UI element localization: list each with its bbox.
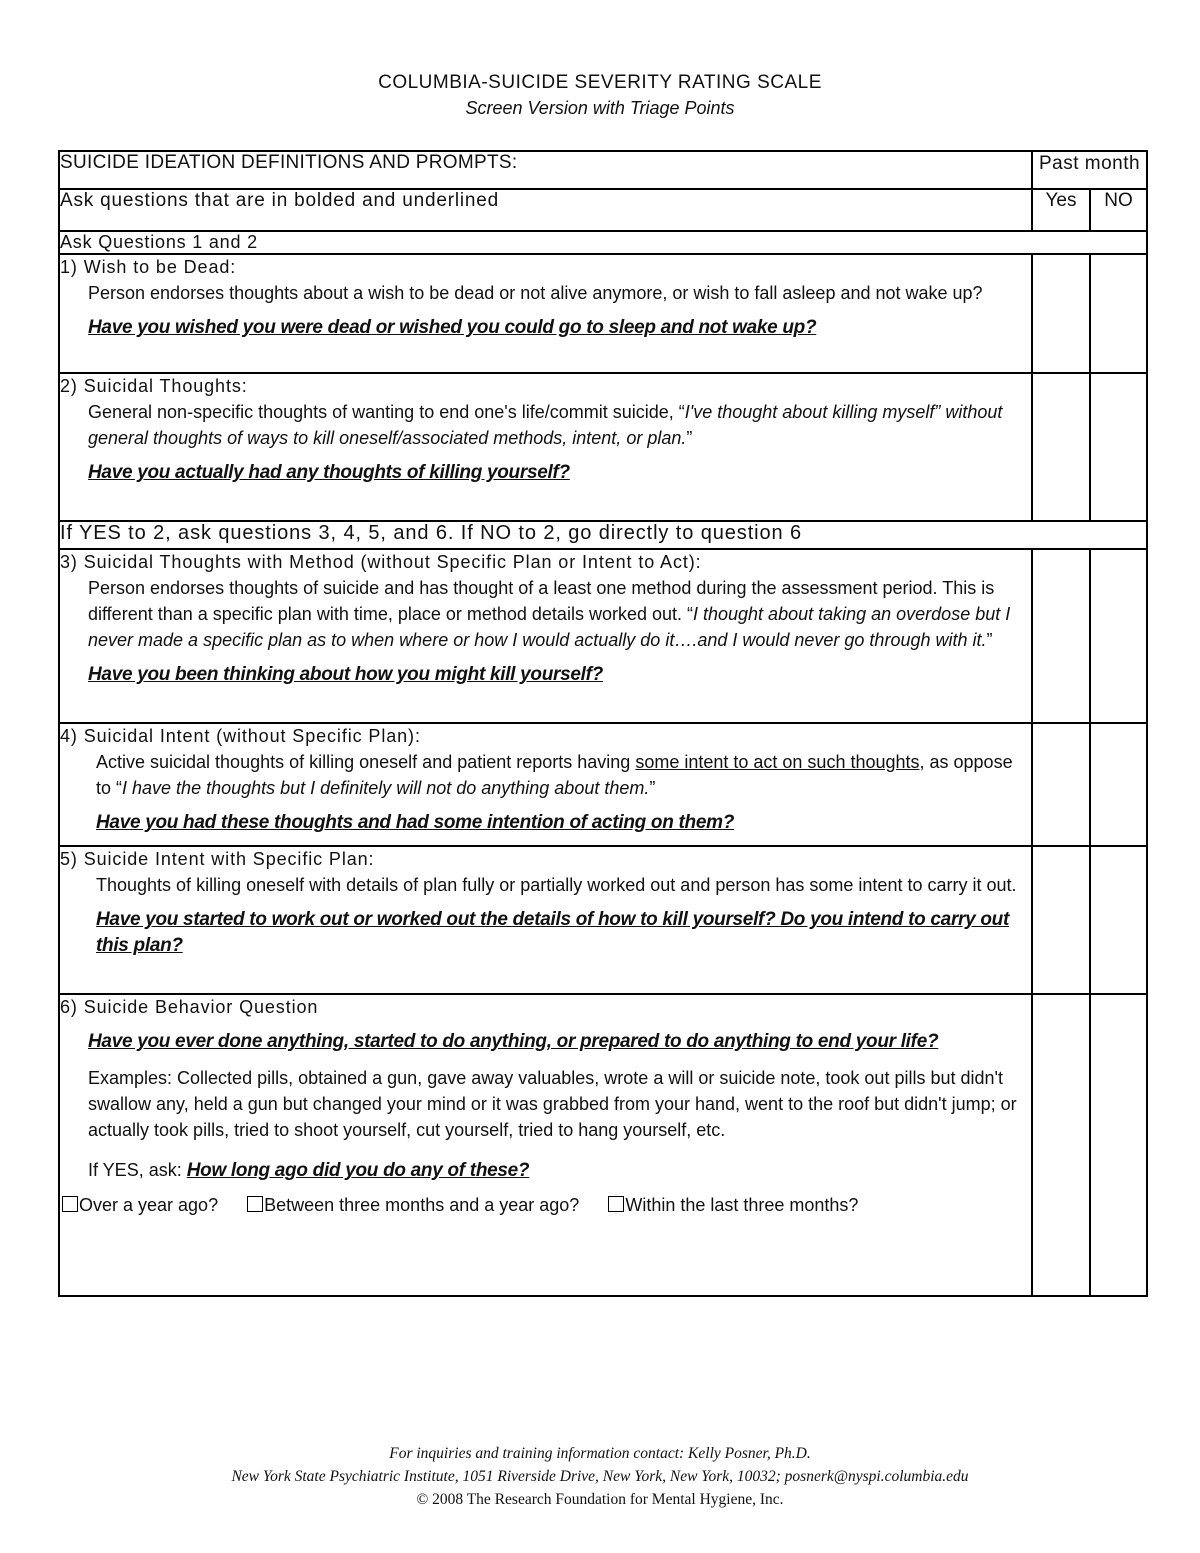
instructions-row <box>59 189 1147 231</box>
question-4-prompt: Have you had these thoughts and had some intention of acting on them? <box>96 812 735 833</box>
question-2 <box>59 373 1032 521</box>
if-yes-prompt: How long ago did you do any of these? <box>186 1160 530 1181</box>
document-footer <box>0 1442 1200 1511</box>
option-over-a-year-label: Over a year ago? <box>79 1195 219 1215</box>
question-3-description <box>60 575 1031 653</box>
option-over-a-year[interactable] <box>62 1192 218 1218</box>
question-6-examples: Examples: Collected pills, obtained a gun, gave away valuables, wrote a will or suicide note, took out pills but didn't swallow any, held a gun but changed your mind or it was grabbed from your hand, went to the roof but didn't jump; or actually took pills, tried to shoot yourself, cut yourself, tried to hang yourself, etc. <box>88 1068 1017 1140</box>
question-4-title: 4) Suicidal Intent (without Specific Plan): <box>60 726 421 746</box>
no-column-header: NO <box>1090 189 1147 231</box>
question-6-no-cell[interactable] <box>1090 994 1147 1296</box>
past-month-header: Past month <box>1032 151 1147 189</box>
question-3-desc-plain: Person endorses thoughts of suicide and has thought of a least one method during the assessment period. This is different than a specific plan with time, place or method details worked out. “ <box>88 578 995 624</box>
footer-address: New York State Psychiatric Institute, 1051 Riverside Drive, New York, New York, 10032; posnerk@nyspi.columbia.edu <box>231 1468 969 1485</box>
question-6-title: 6) Suicide Behavior Question <box>60 997 319 1017</box>
question-2-title: 2) Suicidal Thoughts: <box>60 376 248 396</box>
instructions-text: Ask questions that are in bolded and underlined <box>59 189 1032 231</box>
question-3-title: 3) Suicidal Thoughts with Method (without Specific Plan or Intent to Act): <box>60 552 702 572</box>
checkbox-icon[interactable] <box>62 1196 78 1212</box>
question-4-no-cell[interactable] <box>1090 723 1147 846</box>
question-4-desc-end: ” <box>649 778 656 798</box>
question-2-prompt: Have you actually had any thoughts of killing yourself? <box>88 462 570 483</box>
footer-contact: For inquiries and training information contact: Kelly Posner, Ph.D. <box>389 1445 811 1462</box>
yes-column-header: Yes <box>1032 189 1090 231</box>
checkbox-icon[interactable] <box>247 1196 263 1212</box>
document-header <box>0 72 1200 119</box>
table-header-row <box>59 151 1147 189</box>
ask-1-2-row <box>59 231 1147 254</box>
question-row-2 <box>59 373 1147 521</box>
question-4-yes-cell[interactable] <box>1032 723 1090 846</box>
question-3-no-cell[interactable] <box>1090 549 1147 723</box>
conditional-row <box>59 521 1147 549</box>
rating-scale-table <box>58 150 1148 1297</box>
question-3 <box>59 549 1032 723</box>
footer-copyright: © 2008 The Research Foundation for Mental Hygiene, Inc. <box>416 1491 784 1508</box>
question-4-desc-quote: I have the thoughts but I definitely will not do anything about them. <box>122 778 650 798</box>
question-4-desc-underlined: some intent to act on such thoughts <box>635 752 920 772</box>
question-3-desc-quote: I thought about taking an overdose but I never made a specific plan as to when where or how I would actually do it….and I would never go through with it. <box>88 604 1011 650</box>
question-6-follow-up <box>60 1157 1031 1184</box>
conditional-instruction: If YES to 2, ask questions 3, 4, 5, and 6. If NO to 2, go directly to question 6 <box>59 521 1147 549</box>
question-row-6 <box>59 994 1147 1296</box>
question-6-yes-cell[interactable] <box>1032 994 1090 1296</box>
question-row-5 <box>59 846 1147 994</box>
question-1-yes-cell[interactable] <box>1032 254 1090 373</box>
question-5-prompt: Have you started to work out or worked out the details of how to kill yourself? Do you intend to carry out this plan? <box>96 909 1010 956</box>
option-last-three-months-label: Within the last three months? <box>625 1195 859 1215</box>
question-5-description: Thoughts of killing oneself with details of plan fully or partially worked out and person has some intent to carry it out. <box>96 875 1017 895</box>
question-3-yes-cell[interactable] <box>1032 549 1090 723</box>
document-subtitle: Screen Version with Triage Points <box>465 98 735 118</box>
definitions-header: SUICIDE IDEATION DEFINITIONS AND PROMPTS: <box>59 151 1032 189</box>
question-2-desc-end: ” <box>686 428 693 448</box>
question-1-no-cell[interactable] <box>1090 254 1147 373</box>
question-3-prompt: Have you been thinking about how you might kill yourself? <box>88 664 603 685</box>
checkbox-icon[interactable] <box>608 1196 624 1212</box>
question-5 <box>59 846 1032 994</box>
option-three-months-to-year[interactable] <box>247 1192 579 1218</box>
option-last-three-months[interactable] <box>608 1192 858 1218</box>
question-2-yes-cell[interactable] <box>1032 373 1090 521</box>
question-6-prompt: Have you ever done anything, started to do anything, or prepared to do anything to end your life? <box>88 1031 939 1052</box>
question-3-desc-end: ” <box>986 630 993 650</box>
question-row-3 <box>59 549 1147 723</box>
question-6 <box>59 994 1032 1296</box>
ask-questions-1-2: Ask Questions 1 and 2 <box>59 231 1147 254</box>
question-5-yes-cell[interactable] <box>1032 846 1090 994</box>
question-1-description: Person endorses thoughts about a wish to be dead or not alive anymore, or wish to fall asleep and not wake up? <box>88 283 983 303</box>
question-2-desc-plain: General non-specific thoughts of wanting to end one's life/commit suicide, “ <box>88 402 685 422</box>
question-5-no-cell[interactable] <box>1090 846 1147 994</box>
question-4-desc-plain: Active suicidal thoughts of killing oneself and patient reports having <box>96 752 636 772</box>
question-2-no-cell[interactable] <box>1090 373 1147 521</box>
timeframe-options <box>60 1192 1031 1218</box>
question-row-4 <box>59 723 1147 846</box>
question-1 <box>59 254 1032 373</box>
question-2-desc-quote: I've thought about killing myself” without general thoughts of ways to kill oneself/associated methods, intent, or plan. <box>88 402 1003 448</box>
question-1-prompt: Have you wished you were dead or wished you could go to sleep and not wake up? <box>88 317 817 338</box>
question-4-desc-mid: , as oppose to “ <box>96 752 1013 798</box>
question-1-title: 1) Wish to be Dead: <box>60 257 237 277</box>
question-5-title: 5) Suicide Intent with Specific Plan: <box>60 849 375 869</box>
if-yes-label: If YES, ask: <box>88 1160 187 1180</box>
question-2-description <box>60 399 1031 451</box>
question-4-description <box>60 749 1031 801</box>
question-row-1 <box>59 254 1147 373</box>
question-4 <box>59 723 1032 846</box>
option-three-months-to-year-label: Between three months and a year ago? <box>264 1195 580 1215</box>
document-title: COLUMBIA-SUICIDE SEVERITY RATING SCALE <box>378 72 822 93</box>
